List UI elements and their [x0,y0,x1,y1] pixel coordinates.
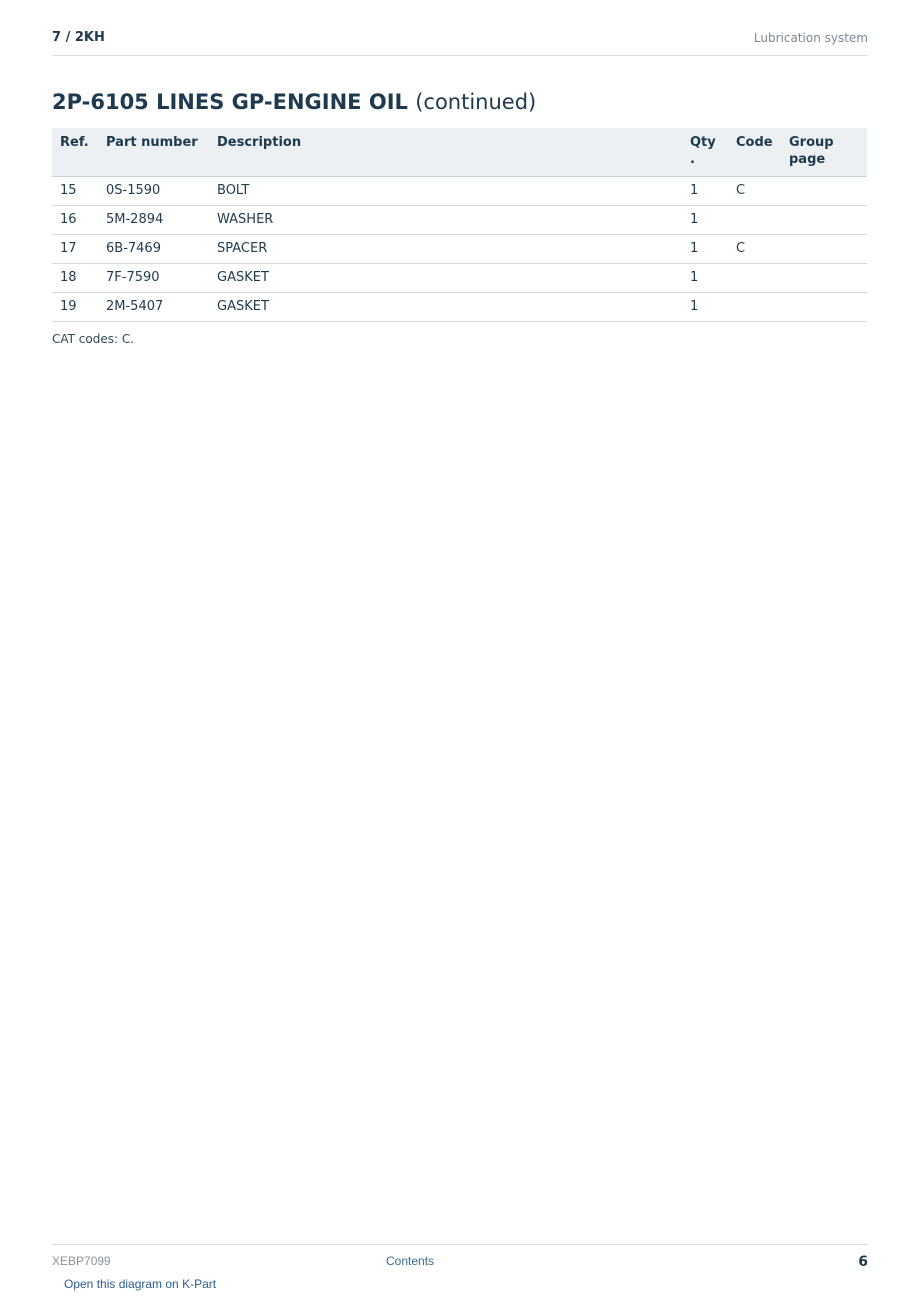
cell-qty: 1 [682,206,728,235]
cell-description: WASHER [209,206,682,235]
qty-header-text: Qty [690,135,716,150]
page-title [52,90,536,114]
cell-description: GASKET [209,264,682,293]
cell-group-page [781,235,867,264]
title-suffix: (continued) [415,90,537,114]
col-header-part-number: Part number [98,128,209,177]
cell-ref: 18 [52,264,98,293]
cell-part-number: 6B-7469 [98,235,209,264]
cell-description: GASKET [209,293,682,322]
cell-group-page [781,293,867,322]
cell-code [728,206,781,235]
page-header [52,28,868,56]
cell-ref: 15 [52,177,98,206]
contents-link[interactable]: Contents [386,1254,435,1268]
group-header-line2: page [789,152,826,167]
cell-code [728,264,781,293]
qty-header-dot: . [690,152,695,167]
col-header-ref: Ref. [52,128,98,177]
cell-qty: 1 [682,235,728,264]
cell-ref: 17 [52,235,98,264]
table-row [52,264,867,293]
cell-group-page [781,177,867,206]
chapter-label: Lubrication system [753,31,868,45]
group-header-line1: Group [789,135,834,150]
table-row [52,293,867,322]
cell-part-number: 7F-7590 [98,264,209,293]
col-header-qty [682,128,728,177]
cat-codes-note: CAT codes: C. [52,332,135,346]
cell-description: SPACER [209,235,682,264]
cell-ref: 19 [52,293,98,322]
table-row [52,177,867,206]
cell-group-page [781,206,867,235]
cell-description: BOLT [209,177,682,206]
cell-part-number: 0S-1590 [98,177,209,206]
col-header-group-page [781,128,867,177]
cell-qty: 1 [682,264,728,293]
cell-part-number: 5M-2894 [98,206,209,235]
col-header-code: Code [728,128,781,177]
cell-group-page [781,264,867,293]
page-footer [52,1244,868,1295]
table-row [52,206,867,235]
col-header-description: Description [209,128,682,177]
cell-part-number: 2M-5407 [98,293,209,322]
cell-qty: 1 [682,293,728,322]
cell-code: C [728,235,781,264]
title-main: 2P-6105 LINES GP-ENGINE OIL [52,90,408,114]
open-diagram-link[interactable]: Open this diagram on K-Part [64,1277,217,1291]
cell-code [728,293,781,322]
table-header-row [52,128,867,177]
parts-table [52,128,867,322]
cell-qty: 1 [682,177,728,206]
table-row [52,235,867,264]
section-label: 7 / 2KH [52,30,105,45]
document-id: XEBP7099 [52,1254,111,1268]
cell-ref: 16 [52,206,98,235]
page-number: 6 [858,1254,868,1270]
cell-code: C [728,177,781,206]
